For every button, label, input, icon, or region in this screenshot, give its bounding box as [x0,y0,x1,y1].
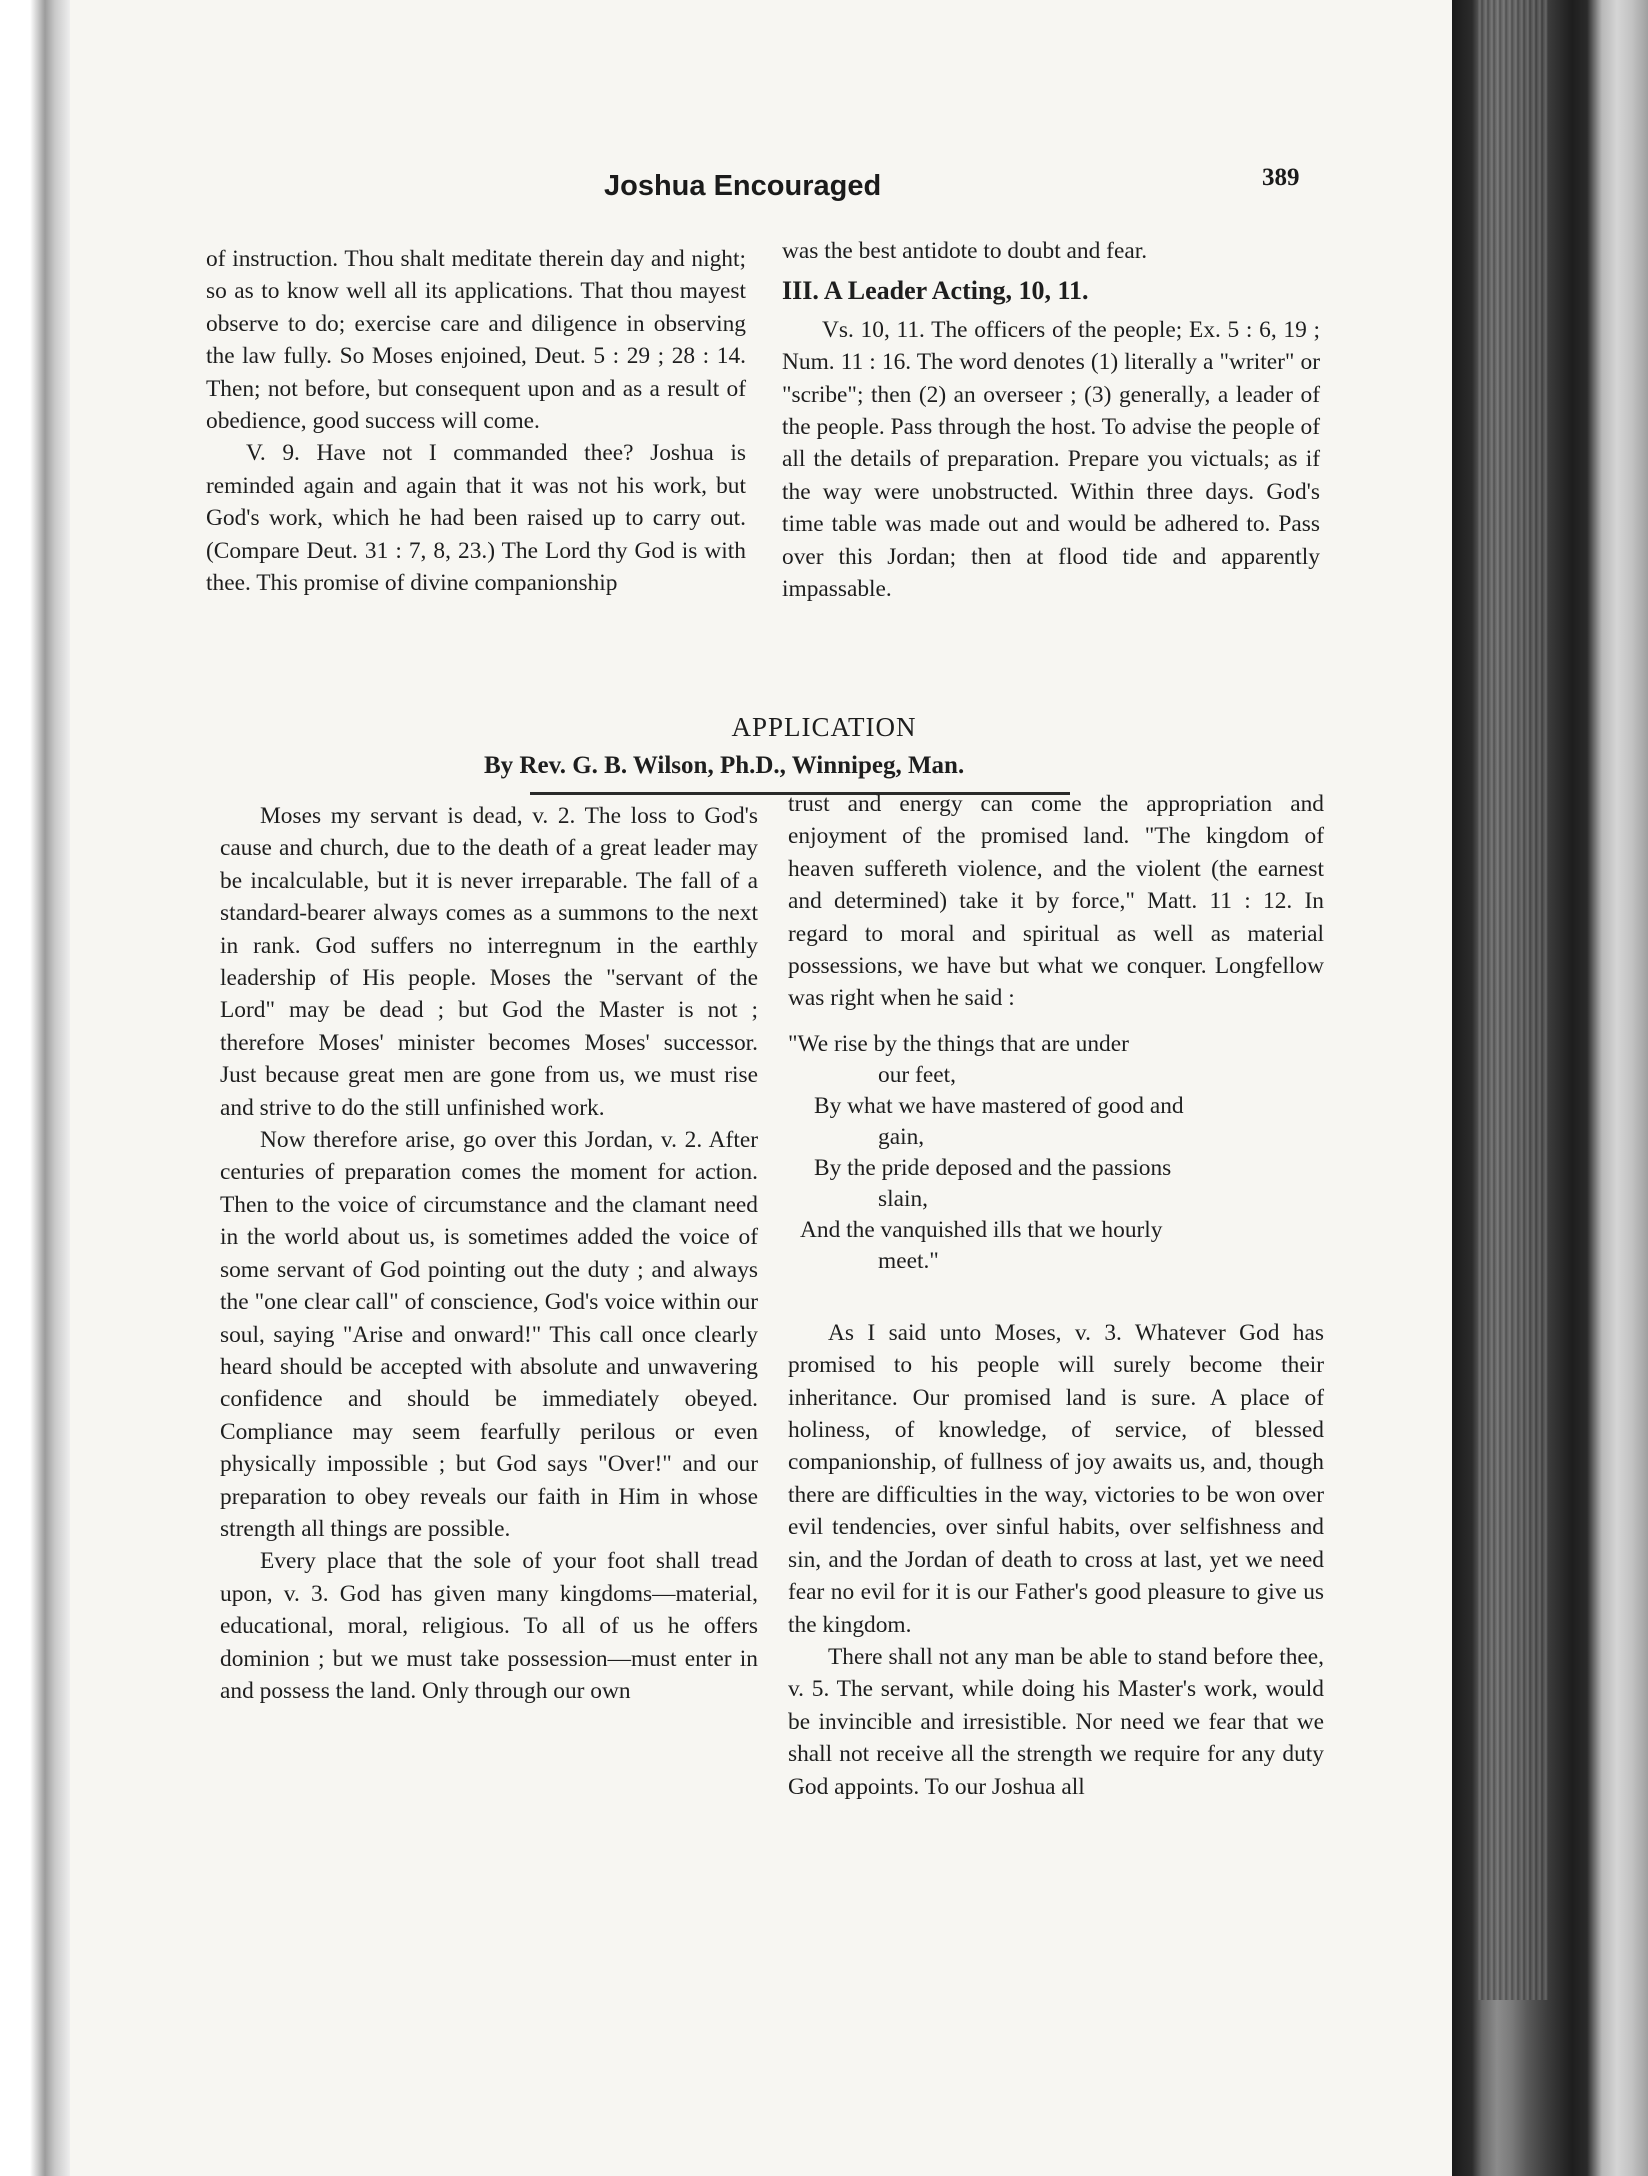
poem-line-continuation: slain, [878,1185,929,1212]
page-edges [1478,0,1548,2000]
paragraph: Now therefore arise, go over this Jordan, v. 2. After centuries of preparation comes the moment for action. Then to the voice of circumstance and the clamant need in the world about us, is sometimes added the voice of some servant of God pointing out the duty ; and always the "one clear call" of conscience, God's voice within our soul, saying "Arise and onward!" This call once clearly heard should be accepted with absolute and unwavering confidence and should be immediately obeyed. Compliance may seem fearfully perilous or even physically impossible ; but God says "Over!" and our preparation to obey reveals our faith in Him in whose strength all things are possible. [220,1127,758,1542]
paragraph: of instruction. Thou shalt meditate therein day and night; so as to know well all its applications. That thou mayest observe to do; exercise care and diligence in observing the law fully. So Moses enjoined, Deut. 5 : 29 ; 28 : 14. Then; not before, but consequent upon and as a result of obedience, good success will come. [206,246,746,435]
page-header [0,164,1648,210]
section-heading: III. A Leader Acting, 10, 11. [782,276,1089,306]
byline: By Rev. G. B. Wilson, Ph.D., Winnipeg, Man. [484,752,965,779]
poem-line: By the pride deposed and the passions [814,1154,1172,1181]
paragraph: was the best antidote to doubt and fear. [782,238,1148,264]
running-head: Joshua Encouraged [604,170,882,202]
application-title: APPLICATION [731,712,917,742]
left-gutter-shadow [0,0,70,2176]
poem-line-continuation: gain, [878,1123,925,1150]
poem-line: And the vanquished ills that we hourly [800,1216,1163,1243]
paragraph: Moses my servant is dead, v. 2. The loss to God's cause and church, due to the death of a great leader may be incalculable, but it is never irreparable. The fall of a standard-bearer always comes as a summons to the next in rank. God suffers no interregnum in the earthly leadership of His people. Moses the "servant of the Lord" may be dead ; but God the Master is not ; therefore Moses' minister becomes Moses' successor. Just because great men are gone from us, we must rise and strive to do the still unfinished work. [220,803,758,1121]
bottom-left-column [220,800,758,1707]
paragraph: Every place that the sole of your foot shall tread upon, v. 3. God has given many kingdoms—material, educational, moral, religious. To all of us he offers dominion ; but we must take possession—must enter in and possess the land. Only through our own [220,1548,758,1704]
poem [788,1029,1324,1277]
poem-line-continuation: our feet, [878,1061,956,1088]
bottom-right-column [788,788,1324,1803]
paragraph: Vs. 10, 11. The officers of the people; Ex. 5 : 6, 19 ; Num. 11 : 16. The word denotes (1) literally a "writer" or "scribe"; then (2) an overseer ; (3) generally, a leader of the people. Pass through the host. To advise the people of all the details of preparation. Prepare you victuals; as if the way were unobstructed. Within three days. God's time table was made out and would be adhered to. Pass over this Jordan; then at flood tide and apparently impassable. [782,316,1320,603]
paragraph: trust and energy can come the appropriation and enjoyment of the promised land. "The kingdom of heaven suffereth violence, and the violent (the earnest and determined) take it by force," Matt. 11 : 12. In regard to moral and spiritual as well as material possessions, we have but what we conquer. Longfellow was right when he said : [788,791,1324,1012]
poem-line: By what we have mastered of good and [814,1092,1184,1119]
paragraph: As I said unto Moses, v. 3. Whatever God has promised to his people will surely become their inheritance. Our promised land is sure. A place of holiness, of knowledge, of service, of blessed companionship, of fullness of joy awaits us, and, though there are difficulties in the way, victories to be won over evil tendencies, over sinful habits, over selfishness and sin, and the Jordan of death to cross at last, yet we need fear no evil for it is our Father's good pleasure to give us the kingdom. [788,1319,1324,1638]
poem-line: "We rise by the things that are under [788,1030,1129,1057]
poem-line-continuation: meet." [878,1247,939,1274]
page-number: 389 [1262,164,1300,191]
top-left-column [206,243,746,599]
paragraph: There shall not any man be able to stand before thee, v. 5. The servant, while doing his Master's work, would be invincible and irresistible. Nor need we fear that we shall not receive all the strength we require for any duty God appoints. To our Joshua all [788,1643,1324,1800]
top-right-column [782,235,1320,605]
paragraph: V. 9. Have not I commanded thee? Joshua is reminded again and again that it was not his work, but God's work, which he had been raised up to carry out. (Compare Deut. 31 : 7, 8, 23.) The Lord thy God is with thee. This promise of divine companionship [206,440,746,597]
